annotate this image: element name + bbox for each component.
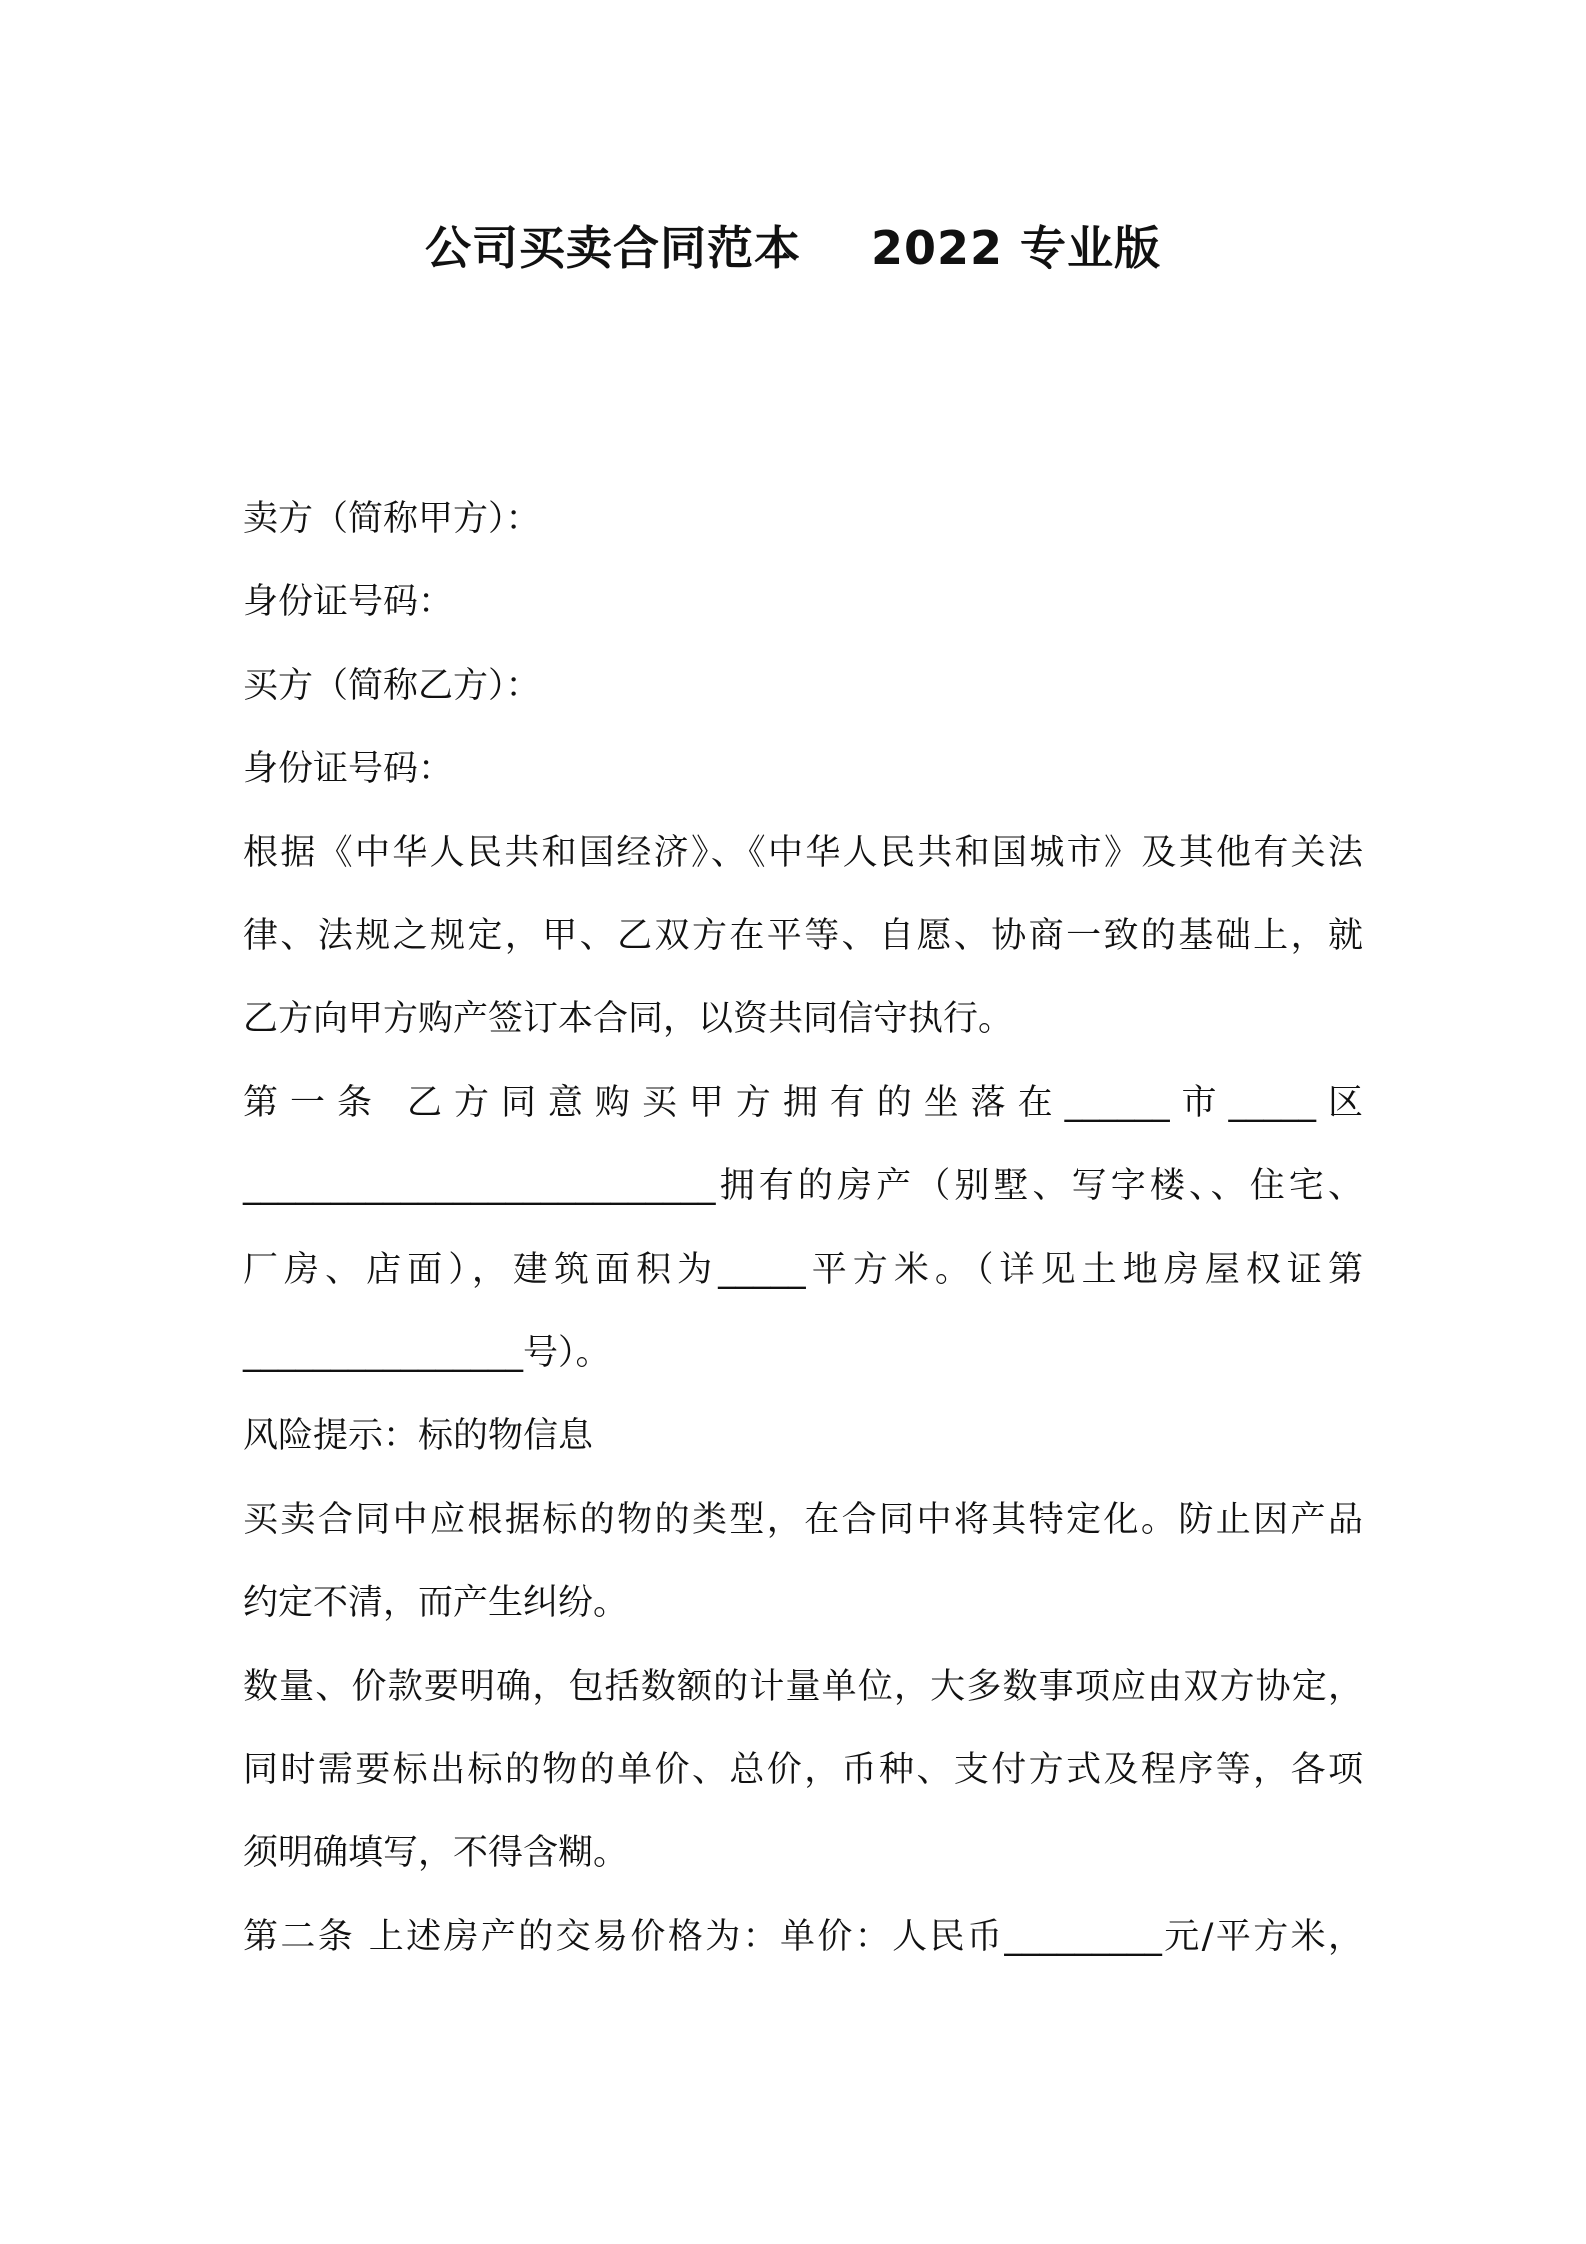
preamble-line: 律、法规之规定，甲、乙双方在平等、自愿、协商一致的基础上，就 xyxy=(243,916,1363,956)
article-one-line: ___________________________拥有的房产（别墅、写字楼、、住宅、 xyxy=(243,1166,1363,1206)
buyer-label: 买方（简称乙方）： xyxy=(243,666,541,706)
article-two-line: 第二条 上述房产的交易价格为：单价：人民币_________元/平方米， xyxy=(243,1917,1363,1957)
risk-paragraph-line: 同时需要标出标的物的单价、总价，币种、支付方式及程序等，各项 xyxy=(243,1750,1363,1790)
risk-heading: 风险提示：标的物信息 xyxy=(243,1416,594,1456)
risk-paragraph-line: 约定不清，而产生纠纷。 xyxy=(243,1583,629,1623)
article-one-line: 第一条 乙方同意购买甲方拥有的坐落在______市_____区 xyxy=(243,1083,1363,1123)
title-version: 2022 专业版 xyxy=(870,221,1162,275)
preamble-line: 根据《中华人民共和国经济》、《中华人民共和国城市》及其他有关法 xyxy=(243,833,1363,873)
risk-paragraph-line: 买卖合同中应根据标的物的类型，在合同中将其特定化。防止因产品 xyxy=(243,1500,1363,1540)
seller-label: 卖方（简称甲方）： xyxy=(243,499,541,539)
seller-id-label: 身份证号码： xyxy=(243,582,454,622)
article-one-line: 厂房、店面），建筑面积为_____平方米。（详见土地房屋权证第 xyxy=(243,1250,1363,1290)
risk-paragraph-line: 数量、价款要明确，包括数额的计量单位，大多数事项应由双方协定， xyxy=(243,1667,1363,1707)
title-main: 公司买卖合同范本 xyxy=(424,221,801,275)
buyer-id-label: 身份证号码： xyxy=(243,749,454,789)
article-one-line: ________________号）。 xyxy=(243,1333,611,1373)
preamble-line: 乙方向甲方购产签订本合同，以资共同信守执行。 xyxy=(243,999,1014,1039)
document-title xyxy=(0,212,1586,278)
risk-paragraph-line: 须明确填写，不得含糊。 xyxy=(243,1833,629,1873)
